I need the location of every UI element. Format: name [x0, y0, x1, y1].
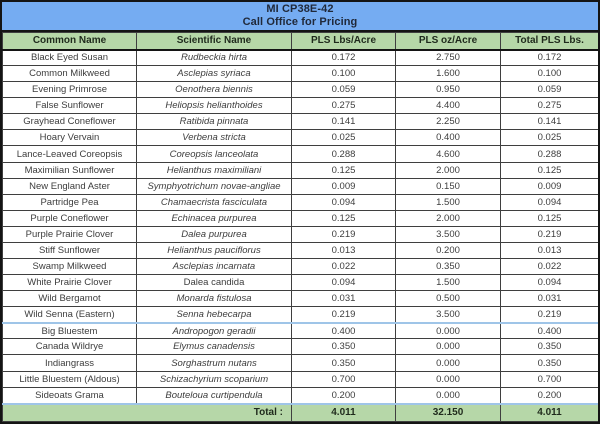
- total-pls-lbs-cell: 0.013: [501, 242, 599, 258]
- pls-oz-acre-cell: 2.250: [396, 114, 501, 130]
- scientific-name-cell: Chamaecrista fasciculata: [137, 194, 292, 210]
- common-name-cell: Indiangrass: [3, 355, 137, 371]
- scientific-name-cell: Echinacea purpurea: [137, 210, 292, 226]
- pls-oz-acre-cell: 1.500: [396, 275, 501, 291]
- pls-oz-acre-cell: 0.400: [396, 130, 501, 146]
- pls-lbs-acre-cell: 0.100: [292, 66, 396, 82]
- common-name-cell: Hoary Vervain: [3, 130, 137, 146]
- pls-oz-acre-cell: 2.000: [396, 162, 501, 178]
- table-row: [3, 387, 599, 403]
- common-name-cell: Purple Prairie Clover: [3, 226, 137, 242]
- total-pls-lbs-cell: 0.125: [501, 210, 599, 226]
- sheet-title-line2: Call Office for Pricing: [242, 16, 358, 28]
- table-row: [3, 226, 599, 242]
- scientific-name-cell: Ratibida pinnata: [137, 114, 292, 130]
- table-row: [3, 146, 599, 162]
- scientific-name-cell: Helianthus pauciflorus: [137, 242, 292, 258]
- pls-lbs-acre-cell: 0.219: [292, 226, 396, 242]
- table-row: [3, 259, 599, 275]
- common-name-cell: Little Bluestem (Aldous): [3, 371, 137, 387]
- header-total-pls-lbs: Total PLS Lbs.: [501, 33, 599, 50]
- table-row: [3, 371, 599, 387]
- sheet-title-line1: MI CP38E-42: [266, 3, 334, 15]
- table-row: [3, 242, 599, 258]
- pls-oz-acre-cell: 2.000: [396, 210, 501, 226]
- total-pls-lbs-cell: 0.009: [501, 178, 599, 194]
- common-name-cell: False Sunflower: [3, 98, 137, 114]
- total-pls-lbs-cell: 0.094: [501, 275, 599, 291]
- scientific-name-cell: Verbena stricta: [137, 130, 292, 146]
- table-row: [3, 194, 599, 210]
- total-label-cell: Total :: [3, 404, 292, 422]
- table-row: [3, 339, 599, 355]
- header-pls-lbs-acre: PLS Lbs/Acre: [292, 33, 396, 50]
- total-pls-lbs-cell: 0.025: [501, 130, 599, 146]
- pls-oz-acre-cell: 2.750: [396, 50, 501, 66]
- scientific-name-cell: Andropogon geradii: [137, 323, 292, 339]
- scientific-name-cell: Heliopsis helianthoides: [137, 98, 292, 114]
- total-pls-lbs-cell: 0.350: [501, 355, 599, 371]
- pls-lbs-acre-cell: 0.275: [292, 98, 396, 114]
- pls-lbs-acre-cell: 0.141: [292, 114, 396, 130]
- pls-lbs-acre-cell: 0.200: [292, 387, 396, 403]
- pls-lbs-acre-cell: 0.700: [292, 371, 396, 387]
- total-pls-lbs-cell: 0.400: [501, 323, 599, 339]
- common-name-cell: Purple Coneflower: [3, 210, 137, 226]
- pls-oz-acre-cell: 1.600: [396, 66, 501, 82]
- total-pls-lbs-cell: 0.288: [501, 146, 599, 162]
- pls-oz-acre-cell: 4.400: [396, 98, 501, 114]
- scientific-name-cell: Schizachyrium scoparium: [137, 371, 292, 387]
- total-pls-lbs-cell: 0.350: [501, 339, 599, 355]
- common-name-cell: Black Eyed Susan: [3, 50, 137, 66]
- pls-oz-acre-cell: 0.200: [396, 242, 501, 258]
- common-name-cell: Canada Wildrye: [3, 339, 137, 355]
- common-name-cell: Lance-Leaved Coreopsis: [3, 146, 137, 162]
- common-name-cell: Maximilian Sunflower: [3, 162, 137, 178]
- scientific-name-cell: Sorghastrum nutans: [137, 355, 292, 371]
- common-name-cell: Wild Bergamot: [3, 291, 137, 307]
- scientific-name-cell: Asclepias incarnata: [137, 259, 292, 275]
- total-pls-lbs-cell: 0.125: [501, 162, 599, 178]
- pls-oz-acre-cell: 0.500: [396, 291, 501, 307]
- common-name-cell: Stiff Sunflower: [3, 242, 137, 258]
- pls-lbs-acre-cell: 0.031: [292, 291, 396, 307]
- pls-oz-acre-cell: 0.350: [396, 259, 501, 275]
- table-row: [3, 178, 599, 194]
- table-row: [3, 82, 599, 98]
- total-pls-lbs-cell: 0.100: [501, 66, 599, 82]
- common-name-cell: Evening Primrose: [3, 82, 137, 98]
- header-scientific-name: Scientific Name: [137, 33, 292, 50]
- pls-lbs-acre-cell: 0.009: [292, 178, 396, 194]
- scientific-name-cell: Senna hebecarpa: [137, 307, 292, 323]
- table-row: [3, 307, 599, 323]
- total-pls-lbs-cell: 0.200: [501, 387, 599, 403]
- table-row: [3, 210, 599, 226]
- table-row: [3, 162, 599, 178]
- common-name-cell: Grayhead Coneflower: [3, 114, 137, 130]
- pls-lbs-acre-cell: 0.094: [292, 275, 396, 291]
- scientific-name-cell: Asclepias syriaca: [137, 66, 292, 82]
- table-row: [3, 355, 599, 371]
- pls-lbs-acre-cell: 0.288: [292, 146, 396, 162]
- total-row: [3, 404, 599, 422]
- pls-oz-acre-cell: 0.950: [396, 82, 501, 98]
- table-body: [3, 50, 599, 404]
- total-pls-lbs-cell: 0.022: [501, 259, 599, 275]
- pls-lbs-acre-cell: 0.022: [292, 259, 396, 275]
- pls-lbs-acre-cell: 0.025: [292, 130, 396, 146]
- table-header-row: [3, 33, 599, 50]
- pls-lbs-acre-cell: 0.172: [292, 50, 396, 66]
- pls-oz-acre-cell: 3.500: [396, 226, 501, 242]
- pls-oz-acre-cell: 3.500: [396, 307, 501, 323]
- pls-oz-acre-cell: 0.000: [396, 339, 501, 355]
- table-row: [3, 275, 599, 291]
- pricing-table: [2, 32, 599, 422]
- scientific-name-cell: Dalea candida: [137, 275, 292, 291]
- pls-lbs-acre-cell: 0.219: [292, 307, 396, 323]
- total-pls-lbs-cell: 0.031: [501, 291, 599, 307]
- total-pls-lbs-cell: 0.059: [501, 82, 599, 98]
- common-name-cell: Partridge Pea: [3, 194, 137, 210]
- scientific-name-cell: Coreopsis lanceolata: [137, 146, 292, 162]
- scientific-name-cell: Helianthus maximiliani: [137, 162, 292, 178]
- common-name-cell: Wild Senna (Eastern): [3, 307, 137, 323]
- table-row: [3, 66, 599, 82]
- pls-lbs-acre-cell: 0.059: [292, 82, 396, 98]
- table-row: [3, 98, 599, 114]
- table-row: [3, 50, 599, 66]
- total-pls-lbs-cell: 0.094: [501, 194, 599, 210]
- common-name-cell: Common Milkweed: [3, 66, 137, 82]
- pls-oz-acre-cell: 0.150: [396, 178, 501, 194]
- scientific-name-cell: Dalea purpurea: [137, 226, 292, 242]
- scientific-name-cell: Rudbeckia hirta: [137, 50, 292, 66]
- total-pls-lbs-cell: 0.219: [501, 226, 599, 242]
- scientific-name-cell: Bouteloua curtipendula: [137, 387, 292, 403]
- table-row: [3, 291, 599, 307]
- pls-oz-acre-cell: 1.500: [396, 194, 501, 210]
- pls-oz-acre-cell: 0.000: [396, 371, 501, 387]
- header-pls-oz-acre: PLS oz/Acre: [396, 33, 501, 50]
- pls-oz-acre-cell: 0.000: [396, 387, 501, 403]
- table-row: [3, 130, 599, 146]
- common-name-cell: New England Aster: [3, 178, 137, 194]
- common-name-cell: White Prairie Clover: [3, 275, 137, 291]
- total-pls-lbs-cell: 0.275: [501, 98, 599, 114]
- pls-lbs-acre-cell: 0.125: [292, 210, 396, 226]
- common-name-cell: Sideoats Grama: [3, 387, 137, 403]
- common-name-cell: Swamp Milkweed: [3, 259, 137, 275]
- pls-lbs-acre-cell: 0.400: [292, 323, 396, 339]
- total-pls-lbs-cell: 0.141: [501, 114, 599, 130]
- total-pls-lbs-cell: 0.219: [501, 307, 599, 323]
- total-pls-lbs-cell: 4.011: [501, 404, 599, 422]
- table-row: [3, 114, 599, 130]
- scientific-name-cell: Symphyotrichum novae-angliae: [137, 178, 292, 194]
- pls-lbs-acre-cell: 0.350: [292, 355, 396, 371]
- pls-oz-acre-cell: 0.000: [396, 323, 501, 339]
- header-common-name: Common Name: [3, 33, 137, 50]
- scientific-name-cell: Elymus canadensis: [137, 339, 292, 355]
- scientific-name-cell: Oenothera biennis: [137, 82, 292, 98]
- total-pls-lbs-cell: 0.172: [501, 50, 599, 66]
- table-row: [3, 323, 599, 339]
- scientific-name-cell: Monarda fistulosa: [137, 291, 292, 307]
- common-name-cell: Big Bluestem: [3, 323, 137, 339]
- pls-oz-acre-cell: 0.000: [396, 355, 501, 371]
- pls-lbs-acre-cell: 0.094: [292, 194, 396, 210]
- pls-lbs-acre-cell: 0.350: [292, 339, 396, 355]
- total-pls-lbs-cell: 0.700: [501, 371, 599, 387]
- pls-lbs-acre-cell: 0.013: [292, 242, 396, 258]
- pls-oz-acre-cell: 4.600: [396, 146, 501, 162]
- pls-lbs-acre-cell: 0.125: [292, 162, 396, 178]
- total-pls-lbs-acre-cell: 4.011: [292, 404, 396, 422]
- total-pls-oz-acre-cell: 32.150: [396, 404, 501, 422]
- sheet-title-banner: [2, 2, 598, 32]
